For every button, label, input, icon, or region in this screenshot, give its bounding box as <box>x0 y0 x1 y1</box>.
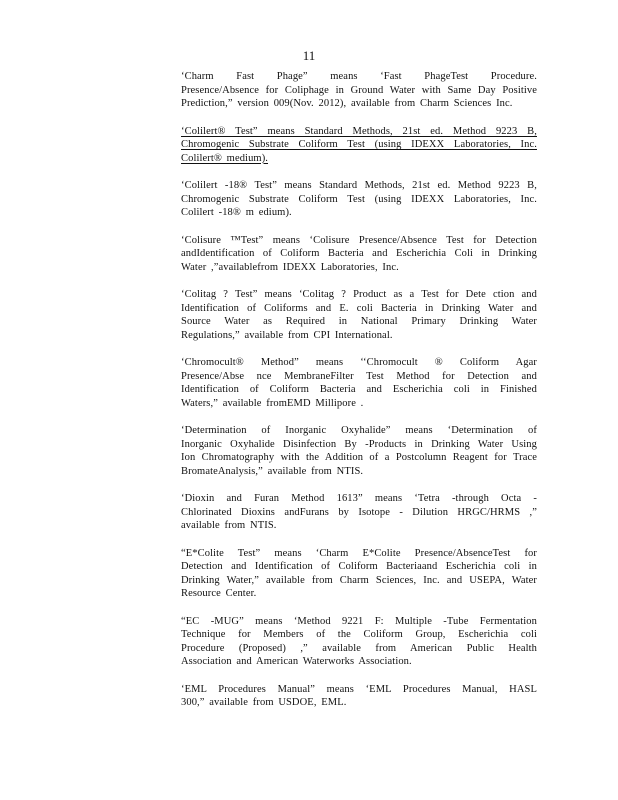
definition-line: Colilert® medium). <box>181 152 269 164</box>
definition-line: ‘Colilert® Test” means Standard Methods, 21st ed. Method 9223 B, <box>181 125 537 137</box>
definition-paragraph <box>181 683 537 710</box>
definition-line: Waters,” available fromEMD Millipore . <box>181 397 364 409</box>
definition-line: BromateAnalysis,” available from NTIS. <box>181 465 364 477</box>
definition-line: Chromogenic Substrate Coliform Test (using IDEXX Laboratories, Inc. <box>181 139 537 150</box>
definition-paragraph <box>181 288 537 342</box>
definition-paragraph <box>181 234 537 275</box>
definition-line: ‘Chromocult® Method” means ‘‘Chromocult ® Coliform Agar <box>181 357 537 368</box>
definition-line: Procedure (Proposed) ,” available from American Public Health <box>181 642 537 654</box>
page-number: 11 <box>302 48 316 63</box>
definition-line: “E*Colite Test” means ‘Charm E*Colite Presence/AbsenceTest for <box>181 547 537 559</box>
definition-line: Presence/Absence for Coliphage in Ground Water with Same Day Positive <box>181 84 537 96</box>
definition-line: Identification of Coliforms and E. coli Bacteria in Drinking Water and <box>181 302 537 314</box>
definition-line: Colilert -18® m edium). <box>181 207 292 218</box>
definition-line: 300,” available from USDOE, EML. <box>181 697 347 708</box>
definition-line: Drinking Water,” available from Charm Sciences, Inc. and USEPA, Water <box>181 574 537 586</box>
definition-line: Association and American Waterworks Association. <box>181 656 412 667</box>
definition-line: ‘Dioxin and Furan Method 1613” means ‘Tetra -through Octa - <box>181 493 537 504</box>
definition-line: Water ,”availablefrom IDEXX Laboratories, Inc. <box>181 261 399 273</box>
definition-line: Detection and Identification of Coliform Bacteriaand Escherichia coli in <box>181 561 537 572</box>
definition-line: Chromogenic Substrate Coliform Test (using IDEXX Laboratories, Inc. <box>181 193 537 205</box>
definition-line: ‘Colisure ™Test” means ‘Colisure Presence/Absence Test for Detection <box>181 234 537 246</box>
definition-line: Technique for Members of the Coliform Group, Escherichia coli <box>181 629 537 640</box>
definition-line: Identification of Coliform Bacteria and Escherichia coli in Finished <box>181 384 537 395</box>
definition-paragraph <box>181 179 537 220</box>
definition-paragraph <box>181 356 537 410</box>
definitions-list <box>181 70 537 724</box>
definition-line: andIdentification of Coliform Bacteria and Escherichia Coli in Drinking <box>181 248 537 259</box>
definition-line: “EC -MUG” means ‘Method 9221 F: Multiple -Tube Fermentation <box>181 615 537 627</box>
definition-paragraph <box>181 424 537 478</box>
definition-line: ‘Colitag ? Test” means ‘Colitag ? Product as a Test for Dete ction and <box>181 289 537 300</box>
definition-line: Resource Center. <box>181 588 257 599</box>
definition-line: Regulations,” available from CPI International. <box>181 329 393 341</box>
definition-paragraph <box>181 492 537 533</box>
definition-line: ‘Colilert -18® Test” means Standard Methods, 21st ed. Method 9223 B, <box>181 180 537 191</box>
definition-line: ‘EML Procedures Manual” means ‘EML Procedures Manual, HASL <box>181 683 537 695</box>
definition-paragraph <box>181 70 537 111</box>
definition-line: Inorganic Oxyhalide Disinfection By -Products in Drinking Water Using <box>181 438 537 450</box>
definition-line: available from NTIS. <box>181 520 277 531</box>
definition-paragraph <box>181 125 537 166</box>
definition-line: Source Water as Required in National Primary Drinking Water <box>181 316 537 327</box>
definition-paragraph <box>181 547 537 601</box>
definition-line: Chlorinated Dioxins andFurans by Isotope - Dilution HRGC/HRMS ,” <box>181 506 537 518</box>
definition-line: Prediction,” version 009(Nov. 2012), available from Charm Sciences Inc. <box>181 98 513 109</box>
definition-line: Ion Chromatography with the Addition of a Postcolumn Reagent for Trace <box>181 452 537 463</box>
definition-line: Presence/Abse nce MembraneFilter Test Method for Detection and <box>181 370 537 382</box>
definition-line: ‘Determination of Inorganic Oxyhalide” means ‘Determination of <box>181 425 537 436</box>
definition-line: ‘Charm Fast Phage” means ‘Fast PhageTest Procedure. <box>181 71 537 82</box>
definition-paragraph <box>181 615 537 669</box>
